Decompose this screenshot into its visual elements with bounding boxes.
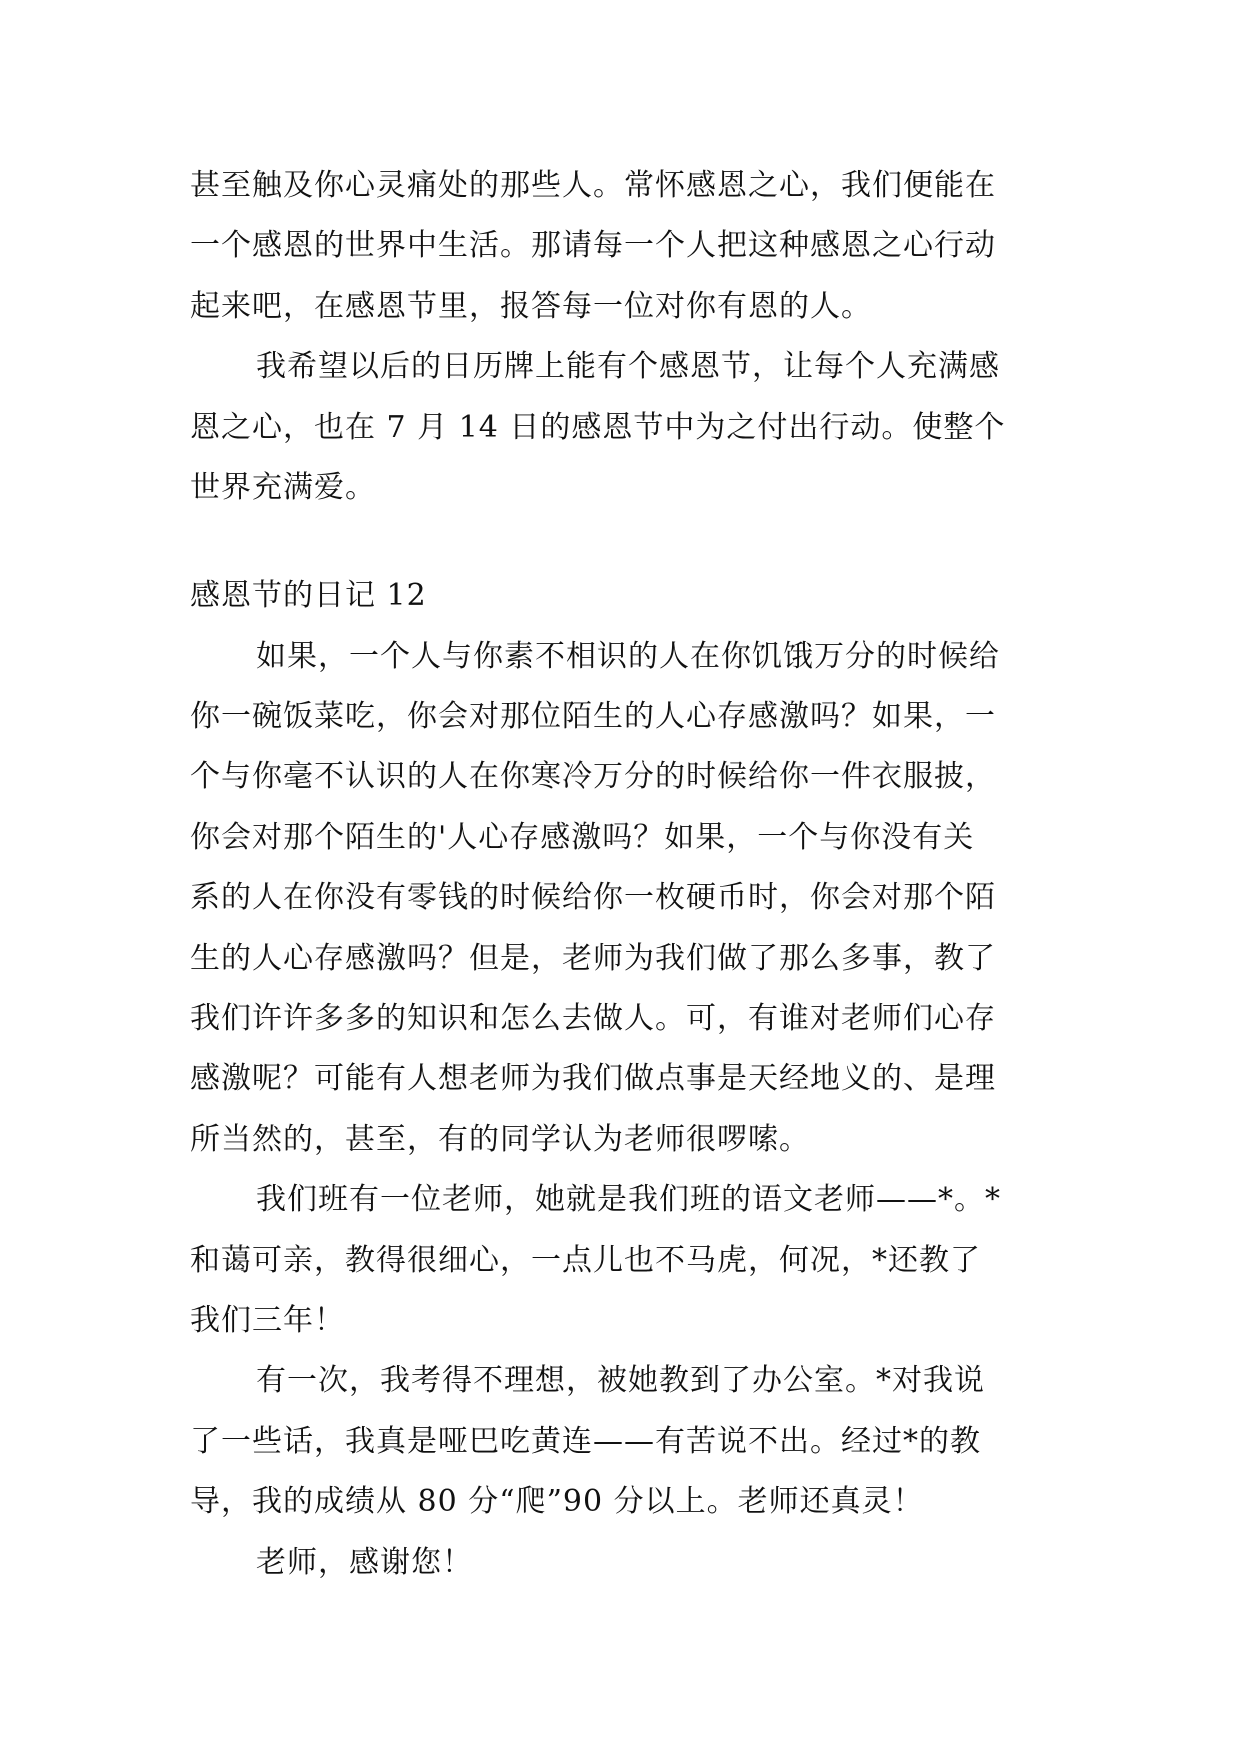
text-line-23: 老师，感谢您！ bbox=[256, 1545, 473, 1580]
text-line-9: 你一碗饭菜吃，你会对那位陌生的人心存感激吗？如果，一 bbox=[190, 699, 996, 734]
text-line-4: 我希望以后的日历牌上能有个感恩节，让每个人充满感 bbox=[256, 349, 1000, 384]
text-line-11: 你会对那个陌生的'人心存感激吗？如果，一个与你没有关 bbox=[190, 820, 975, 855]
text-line-22: 导，我的成绩从 80 分“爬”90 分以上。老师还真灵！ bbox=[190, 1484, 924, 1519]
text-line-8: 如果，一个人与你素不相识的人在你饥饿万分的时候给 bbox=[256, 639, 1000, 674]
text-line-17: 我们班有一位老师，她就是我们班的语文老师——*。* bbox=[256, 1182, 1001, 1217]
text-line-15: 感激呢？可能有人想老师为我们做点事是天经地义的、是理 bbox=[190, 1061, 996, 1096]
text-line-12: 系的人在你没有零钱的时候给你一枚硬币时，你会对那个陌 bbox=[190, 880, 996, 915]
text-line-2: 一个感恩的世界中生活。那请每一个人把这种感恩之心行动 bbox=[190, 228, 996, 263]
text-line-3: 起来吧，在感恩节里，报答每一位对你有恩的人。 bbox=[190, 289, 872, 324]
text-line-18: 和蔼可亲，教得很细心，一点儿也不马虎，何况，*还教了 bbox=[190, 1243, 981, 1278]
text-line-21: 了一些话，我真是哑巴吃黄连——有苦说不出。经过*的教 bbox=[190, 1424, 981, 1459]
text-line-20: 有一次，我考得不理想，被她教到了办公室。*对我说 bbox=[256, 1363, 985, 1398]
text-line-10: 个与你毫不认识的人在你寒冷万分的时候给你一件衣服披， bbox=[190, 759, 996, 794]
text-line-13: 生的人心存感激吗？但是，老师为我们做了那么多事，教了 bbox=[190, 941, 996, 976]
text-line-6: 世界充满爱。 bbox=[190, 470, 376, 505]
text-line-5: 恩之心，也在 7 月 14 日的感恩节中为之付出行动。使整个 bbox=[190, 410, 1006, 445]
section-title: 感恩节的日记 12 bbox=[190, 578, 427, 613]
text-line-1: 甚至触及你心灵痛处的那些人。常怀感恩之心，我们便能在 bbox=[190, 168, 996, 203]
text-line-19: 我们三年！ bbox=[190, 1303, 345, 1338]
text-line-16: 所当然的，甚至，有的同学认为老师很啰嗦。 bbox=[190, 1122, 810, 1157]
text-line-14: 我们许许多多的知识和怎么去做人。可，有谁对老师们心存 bbox=[190, 1001, 996, 1036]
